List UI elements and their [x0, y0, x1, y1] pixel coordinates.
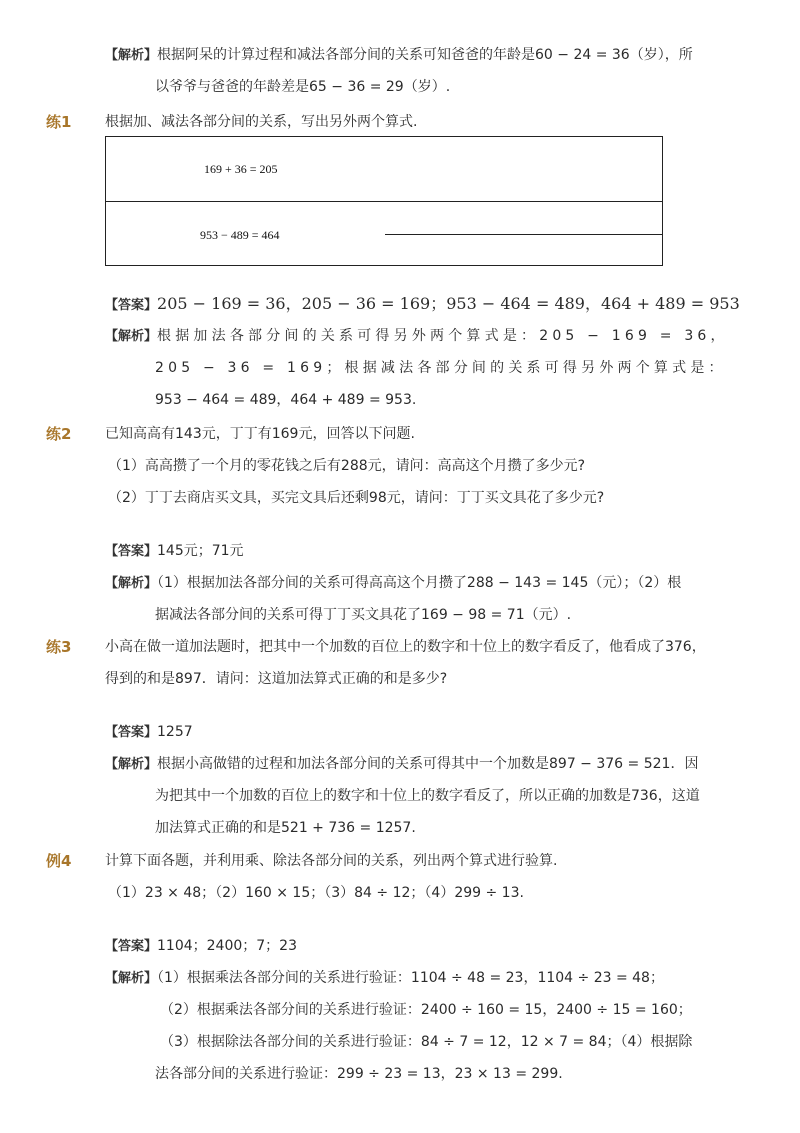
table-row-2-equation: 953 − 489 = 464 [200, 228, 280, 242]
problem-label-2: 练2 [46, 425, 72, 443]
problem-2-analysis-line1 [105, 572, 681, 595]
problem-3-analysis-text-1: 根据小高做错的过程和加法各部分间的关系可得其中一个加数是897 − 376 = 521．因 [157, 756, 699, 772]
answer-tag: 【答案】 [105, 725, 158, 740]
analysis-tag: 【解析】 [105, 971, 158, 986]
intro-text-1: 根据阿呆的计算过程和减法各部分间的关系可知爸爸的年龄是60 − 24 = 36（岁），所 [157, 47, 693, 63]
problem-4-analysis-line3: （3）根据除法各部分间的关系进行验证：84 ÷ 7 = 12，12 × 7 = 84；（4）根据除 [160, 1034, 693, 1050]
table-row-1-equation: 169 + 36 = 205 [204, 162, 278, 176]
problem-3-answer-text: 1257 [157, 724, 193, 740]
problem-1-answer-text: 205 − 169 = 36，205 − 36 = 169；953 − 464 = 489，464 + 489 = 953 [157, 294, 740, 313]
answer-tag: 【答案】 [105, 298, 158, 313]
analysis-tag: 【解析】 [105, 329, 158, 344]
problem-3-analysis-line2: 为把其中一个加数的百位上的数字和十位上的数字看反了，所以正确的加数是736，这道 [155, 788, 700, 804]
problem-label-4: 例4 [46, 852, 72, 870]
problem-1-analysis-line3: 953 − 464 = 489，464 + 489 = 953. [155, 392, 417, 408]
analysis-tag: 【解析】 [105, 757, 158, 772]
intro-analysis-line1 [105, 44, 693, 67]
problem-1-analysis-line2: 205 − 36 = 169；根据减法各部分间的关系可得另外两个算式是： [155, 360, 727, 376]
problem-2-analysis-text-1: （1）根据加法各部分间的关系可得高高这个月攒了288 − 143 = 145（元）；（2）根 [157, 575, 682, 591]
analysis-tag: 【解析】 [105, 48, 158, 63]
exercise-table [105, 136, 663, 266]
analysis-tag: 【解析】 [105, 576, 158, 591]
answer-blank-line [385, 234, 663, 235]
problem-4-analysis-text-1: （1）根据乘法各部分间的关系进行验证：1104 ÷ 48 = 23，1104 ÷ 23 = 48； [157, 970, 664, 986]
problem-1-analysis-text-1: 根据加法各部分间的关系可得另外两个算式是：205 − 169 = 36， [157, 328, 729, 344]
problem-3-analysis-line1 [105, 753, 698, 776]
problem-1-answer [105, 293, 740, 317]
problem-2-question: 已知高高有143元，丁丁有169元，回答以下问题. [105, 426, 415, 442]
problem-2-analysis-line2: 据减法各部分间的关系可得丁丁买文具花了169 − 98 = 71（元）. [155, 607, 572, 623]
problem-2-answer [105, 540, 244, 563]
problem-label-1: 练1 [46, 113, 72, 131]
problem-4-question: 计算下面各题，并利用乘、除法各部分间的关系，列出两个算式进行验算. [105, 853, 558, 869]
problem-4-analysis-line4: 法各部分间的关系进行验证：299 ÷ 23 = 13，23 × 13 = 299. [155, 1066, 563, 1082]
problem-label-3: 练3 [46, 638, 72, 656]
problem-4-analysis-line2: （2）根据乘法各部分间的关系进行验证：2400 ÷ 160 = 15，2400 ÷ 15 = 160； [160, 1002, 692, 1018]
answer-tag: 【答案】 [105, 939, 158, 954]
problem-1-analysis-line1 [105, 325, 729, 348]
problem-3-question-line1: 小高在做一道加法题时，把其中一个加数的百位上的数字和十位上的数字看反了，他看成了376， [105, 639, 706, 655]
problem-2-sub-1: （1）高高攒了一个月的零花钱之后有288元，请问：高高这个月攒了多少元? [108, 458, 586, 474]
problem-3-answer [105, 721, 193, 744]
table-divider [106, 201, 662, 202]
problem-1-question: 根据加、减法各部分间的关系，写出另外两个算式. [105, 114, 418, 130]
problem-4-answer [105, 935, 297, 958]
problem-2-answer-text: 145元；71元 [157, 543, 244, 559]
intro-analysis-line2: 以爷爷与爸爸的年龄差是65 − 36 = 29（岁）. [155, 79, 451, 95]
problem-2-sub-2: （2）丁丁去商店买文具，买完文具后还剩98元，请问：丁丁买文具花了多少元? [108, 490, 605, 506]
problem-4-items: （1）23 × 48；（2）160 × 15；（3）84 ÷ 12；（4）299 ÷ 13. [108, 885, 524, 901]
answer-tag: 【答案】 [105, 544, 158, 559]
problem-3-analysis-line3: 加法算式正确的和是521 + 736 = 1257. [155, 820, 416, 836]
problem-3-question-line2: 得到的和是897．请问：这道加法算式正确的和是多少? [105, 671, 448, 687]
problem-4-answer-text: 1104；2400；7；23 [157, 938, 297, 954]
problem-4-analysis-line1 [105, 967, 664, 990]
